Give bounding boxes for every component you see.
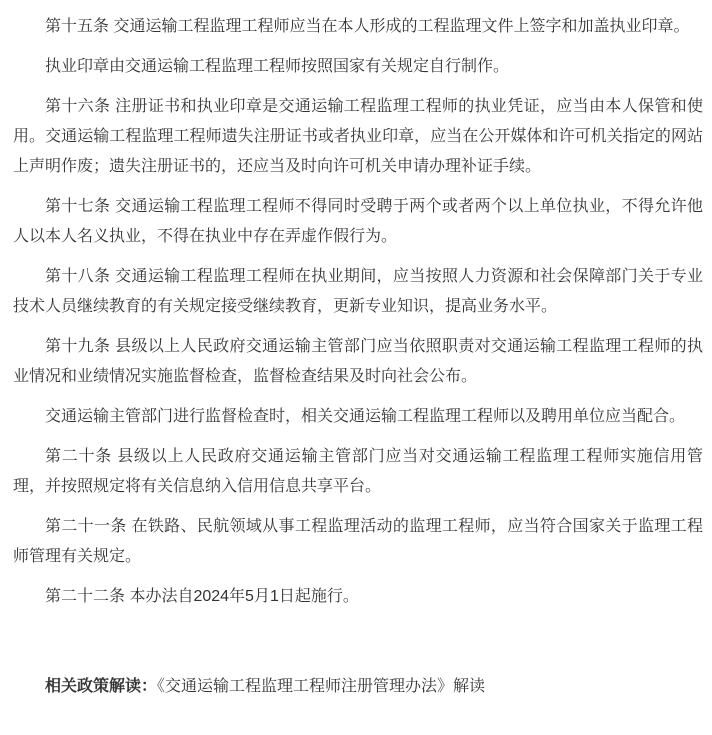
article-paragraph-15: 第十五条 交通运输工程监理工程师应当在本人形成的工程监理文件上签字和加盖执业印章。	[45, 18, 690, 35]
policy-interpretation-link[interactable]: 《交通运输工程监理工程师注册管理办法》解读	[157, 678, 486, 695]
article-paragraph-21: 第二十一条 在铁路、民航领域从事工程监理活动的监理工程师，应当符合国家关于监理工程师管理有关规定。	[13, 518, 703, 565]
article-paragraph-19: 第十九条 县级以上人民政府交通运输主管部门应当依照职责对交通运输工程监理工程师的执业情况和业绩情况实施监督检查，监督检查结果及时向社会公布。	[13, 338, 703, 385]
article-paragraph-20: 第二十条 县级以上人民政府交通运输主管部门应当对交通运输工程监理工程师实施信用管理，并按照规定将有关信息纳入信用信息共享平台。	[13, 448, 703, 495]
article-paragraph-18: 第十八条 交通运输工程监理工程师在执业期间，应当按照人力资源和社会保障部门关于专业技术人员继续教育的有关规定接受继续教育，更新专业知识，提高业务水平。	[13, 268, 703, 315]
article-paragraph-15-sub: 执业印章由交通运输工程监理工程师按照国家有关规定自行制作。	[45, 58, 510, 75]
article-paragraph-19-sub: 交通运输主管部门进行监督检查时，相关交通运输工程监理工程师以及聘用单位应当配合。	[45, 408, 686, 425]
related-policy-line	[13, 672, 703, 702]
article-paragraph-17: 第十七条 交通运输工程监理工程师不得同时受聘于两个或者两个以上单位执业，不得允许他人以本人名义执业，不得在执业中存在弄虚作假行为。	[13, 198, 703, 245]
article-paragraph-16: 第十六条 注册证书和执业印章是交通运输工程监理工程师的执业凭证，应当由本人保管和使用。交通运输工程监理工程师遗失注册证书或者执业印章，应当在公开媒体和许可机关指定的网站上声明作废；遗失注册证书的，还应当及时向许可机关申请办理补证手续。	[13, 98, 703, 175]
article-paragraph-22: 第二十二条 本办法自2024年5月1日起施行。	[45, 588, 359, 605]
vertical-spacer	[13, 622, 703, 672]
related-policy-label: 相关政策解读：	[45, 678, 158, 695]
